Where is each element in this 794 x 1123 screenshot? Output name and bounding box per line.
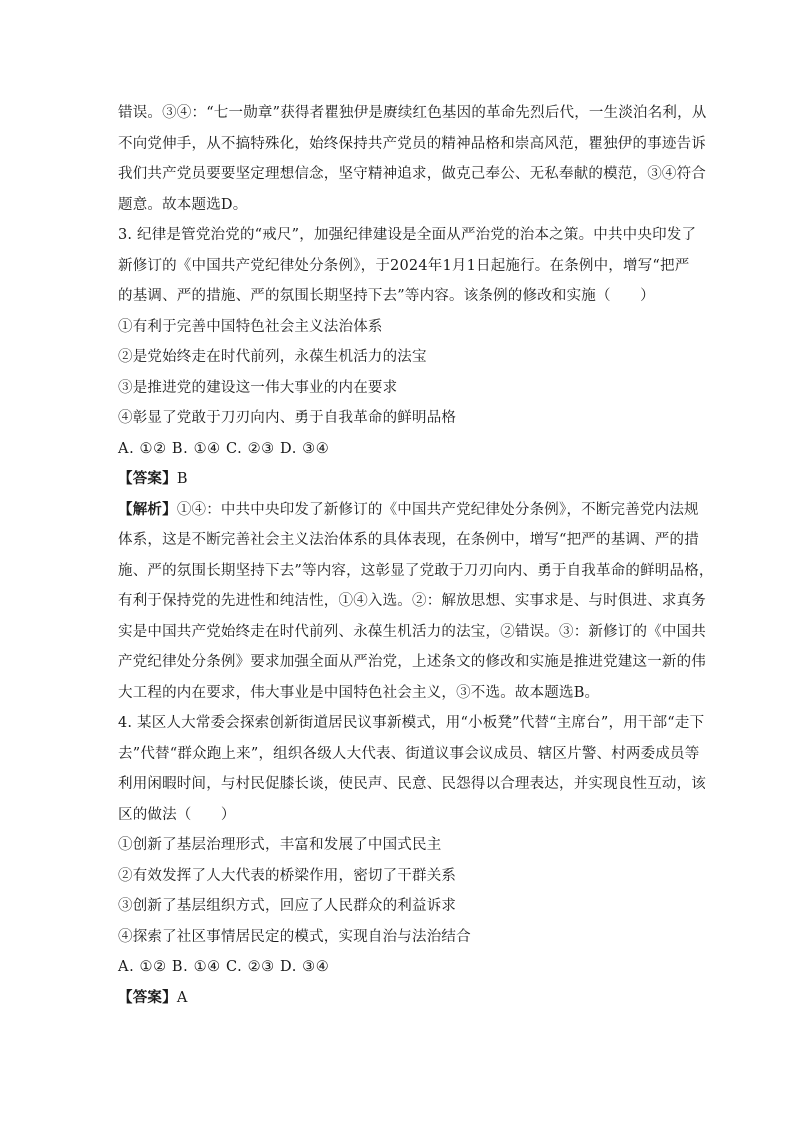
question-4-statement (118, 861, 678, 892)
question-3-options (118, 434, 678, 465)
question-3-analysis (118, 647, 706, 678)
question-4-statement (118, 830, 678, 861)
text-line (118, 159, 706, 190)
question-4-answer (118, 983, 678, 1014)
line-text: 区的做法（ ） (118, 806, 236, 823)
question-3-analysis (118, 525, 699, 556)
line-text: 3. 纪律是管党治党的“戒尺”，加强纪律建设是全面从严治党的治本之策。中共中央印发了 (118, 227, 697, 243)
question-3-answer (118, 464, 678, 495)
line-text: 去”代替“群众跑上来”，组织各级人大代表、街道议事会议成员、辖区片警、村两委成员等 (118, 745, 700, 762)
line-text: ③创新了基层组织方式，回应了人民群众的利益诉求 (118, 898, 457, 914)
line-text: 体系，这是不断完善社会主义法治体系的具体表现，在条例中，增写“把严的基调、严的措 (118, 532, 699, 548)
question-3-analysis (118, 556, 714, 587)
question-3-analysis (118, 678, 678, 709)
question-3-stem (118, 281, 678, 312)
question-4-statement (118, 922, 678, 953)
text-line (118, 98, 707, 129)
line-text: ④探索了社区事情居民定的模式，实现自治与法治结合 (118, 928, 471, 945)
line-text: A. ①② B. ①④ C. ②③ D. ③④ (118, 440, 330, 457)
document-page (118, 98, 714, 1013)
question-3-analysis (118, 495, 699, 526)
question-4-statement (118, 891, 678, 922)
line-text: 的基调、严的措施、严的氛围长期坚持下去”等内容。该条例的修改和实施（ ） (118, 288, 655, 304)
line-text: 大工程的内在要求，伟大事业是中国特色社会主义，③不选。故本题选B。 (118, 684, 600, 701)
question-4-stem (118, 739, 700, 770)
line-text: ②是党始终走在时代前列，永葆生机活力的法宝 (118, 349, 427, 365)
line-text: A. ①② B. ①④ C. ②③ D. ③④ (118, 959, 330, 975)
line-text: 实是中国共产党始终走在时代前列、永葆生机活力的法宝，②错误。③：新修订的《中国共 (118, 623, 706, 640)
question-4-options (118, 952, 678, 983)
text-line (118, 190, 678, 221)
question-3-stem (118, 251, 690, 282)
line-text: 我们共产党员要要坚定理想信念，坚守精神追求，做克己奉公、无私奉献的模范，③④符合 (118, 166, 706, 182)
question-3-analysis (118, 586, 706, 617)
line-text: 错误。③④：“七一勋章”获得者瞿独伊是赓续红色基因的革命先烈后代，一生淡泊名利，从 (118, 105, 707, 121)
line-text: 不向党伸手，从不搞特殊化，始终保持共产党员的精神品格和崇高风范，瞿独伊的事迹告诉 (118, 135, 706, 152)
line-text: ①创新了基层治理形式，丰富和发展了中国式民主 (118, 837, 442, 853)
question-3-statement (118, 373, 678, 404)
line-text: 题意。故本题选D。 (118, 196, 248, 213)
analysis-tag: 【解析】 (118, 500, 177, 518)
answer-tag: 【答案】 (118, 470, 177, 487)
question-3-statement (118, 342, 678, 373)
question-3-statement (118, 312, 678, 343)
line-text: 4. 某区人大常委会探索创新街道居民议事新模式，用“小板凳”代替“主席台”，用干部“走下 (118, 715, 705, 731)
line-text: ③是推进党的建设这一伟大事业的内在要求 (118, 379, 398, 396)
answer-value: A (176, 989, 188, 1006)
question-3-statement (118, 403, 678, 434)
line-text: 新修订的《中国共产党纪律处分条例》，于2024年1月1日起施行。在条例中，增写“把严 (118, 257, 690, 274)
line-text: ①④：中共中央印发了新修订的《中国共产党纪律处分条例》，不断完善党内法规 (176, 501, 699, 518)
line-text: 产党纪律处分条例》要求加强全面从严治党，上述条文的修改和实施是推进党建这一新的伟 (118, 654, 706, 670)
line-text: 施、严的氛围长期坚持下去”等内容，这彰显了党敢于刀刃向内、勇于自我革命的鲜明品格， (118, 562, 714, 579)
answer-tag: 【答案】 (118, 988, 177, 1006)
question-4-stem (118, 708, 705, 739)
answer-value: B (176, 471, 188, 487)
text-line (118, 129, 706, 160)
question-3-analysis (118, 617, 706, 648)
question-3-stem (118, 220, 697, 251)
line-text: 利用闲暇时间，与村民促膝长谈，使民声、民意、民怨得以合理表达，并实现良性互动，该 (118, 776, 706, 792)
question-4-stem (118, 800, 678, 831)
line-text: 有利于保持党的先进性和纯洁性，①④入选。②：解放思想、实事求是、与时俱进、求真务 (118, 593, 706, 609)
line-text: ④彰显了党敢于刀刃向内、勇于自我革命的鲜明品格 (118, 410, 457, 426)
line-text: ②有效发挥了人大代表的桥梁作用，密切了干群关系 (118, 867, 457, 884)
question-4-stem (118, 769, 706, 800)
line-text: ①有利于完善中国特色社会主义法治体系 (118, 318, 383, 335)
